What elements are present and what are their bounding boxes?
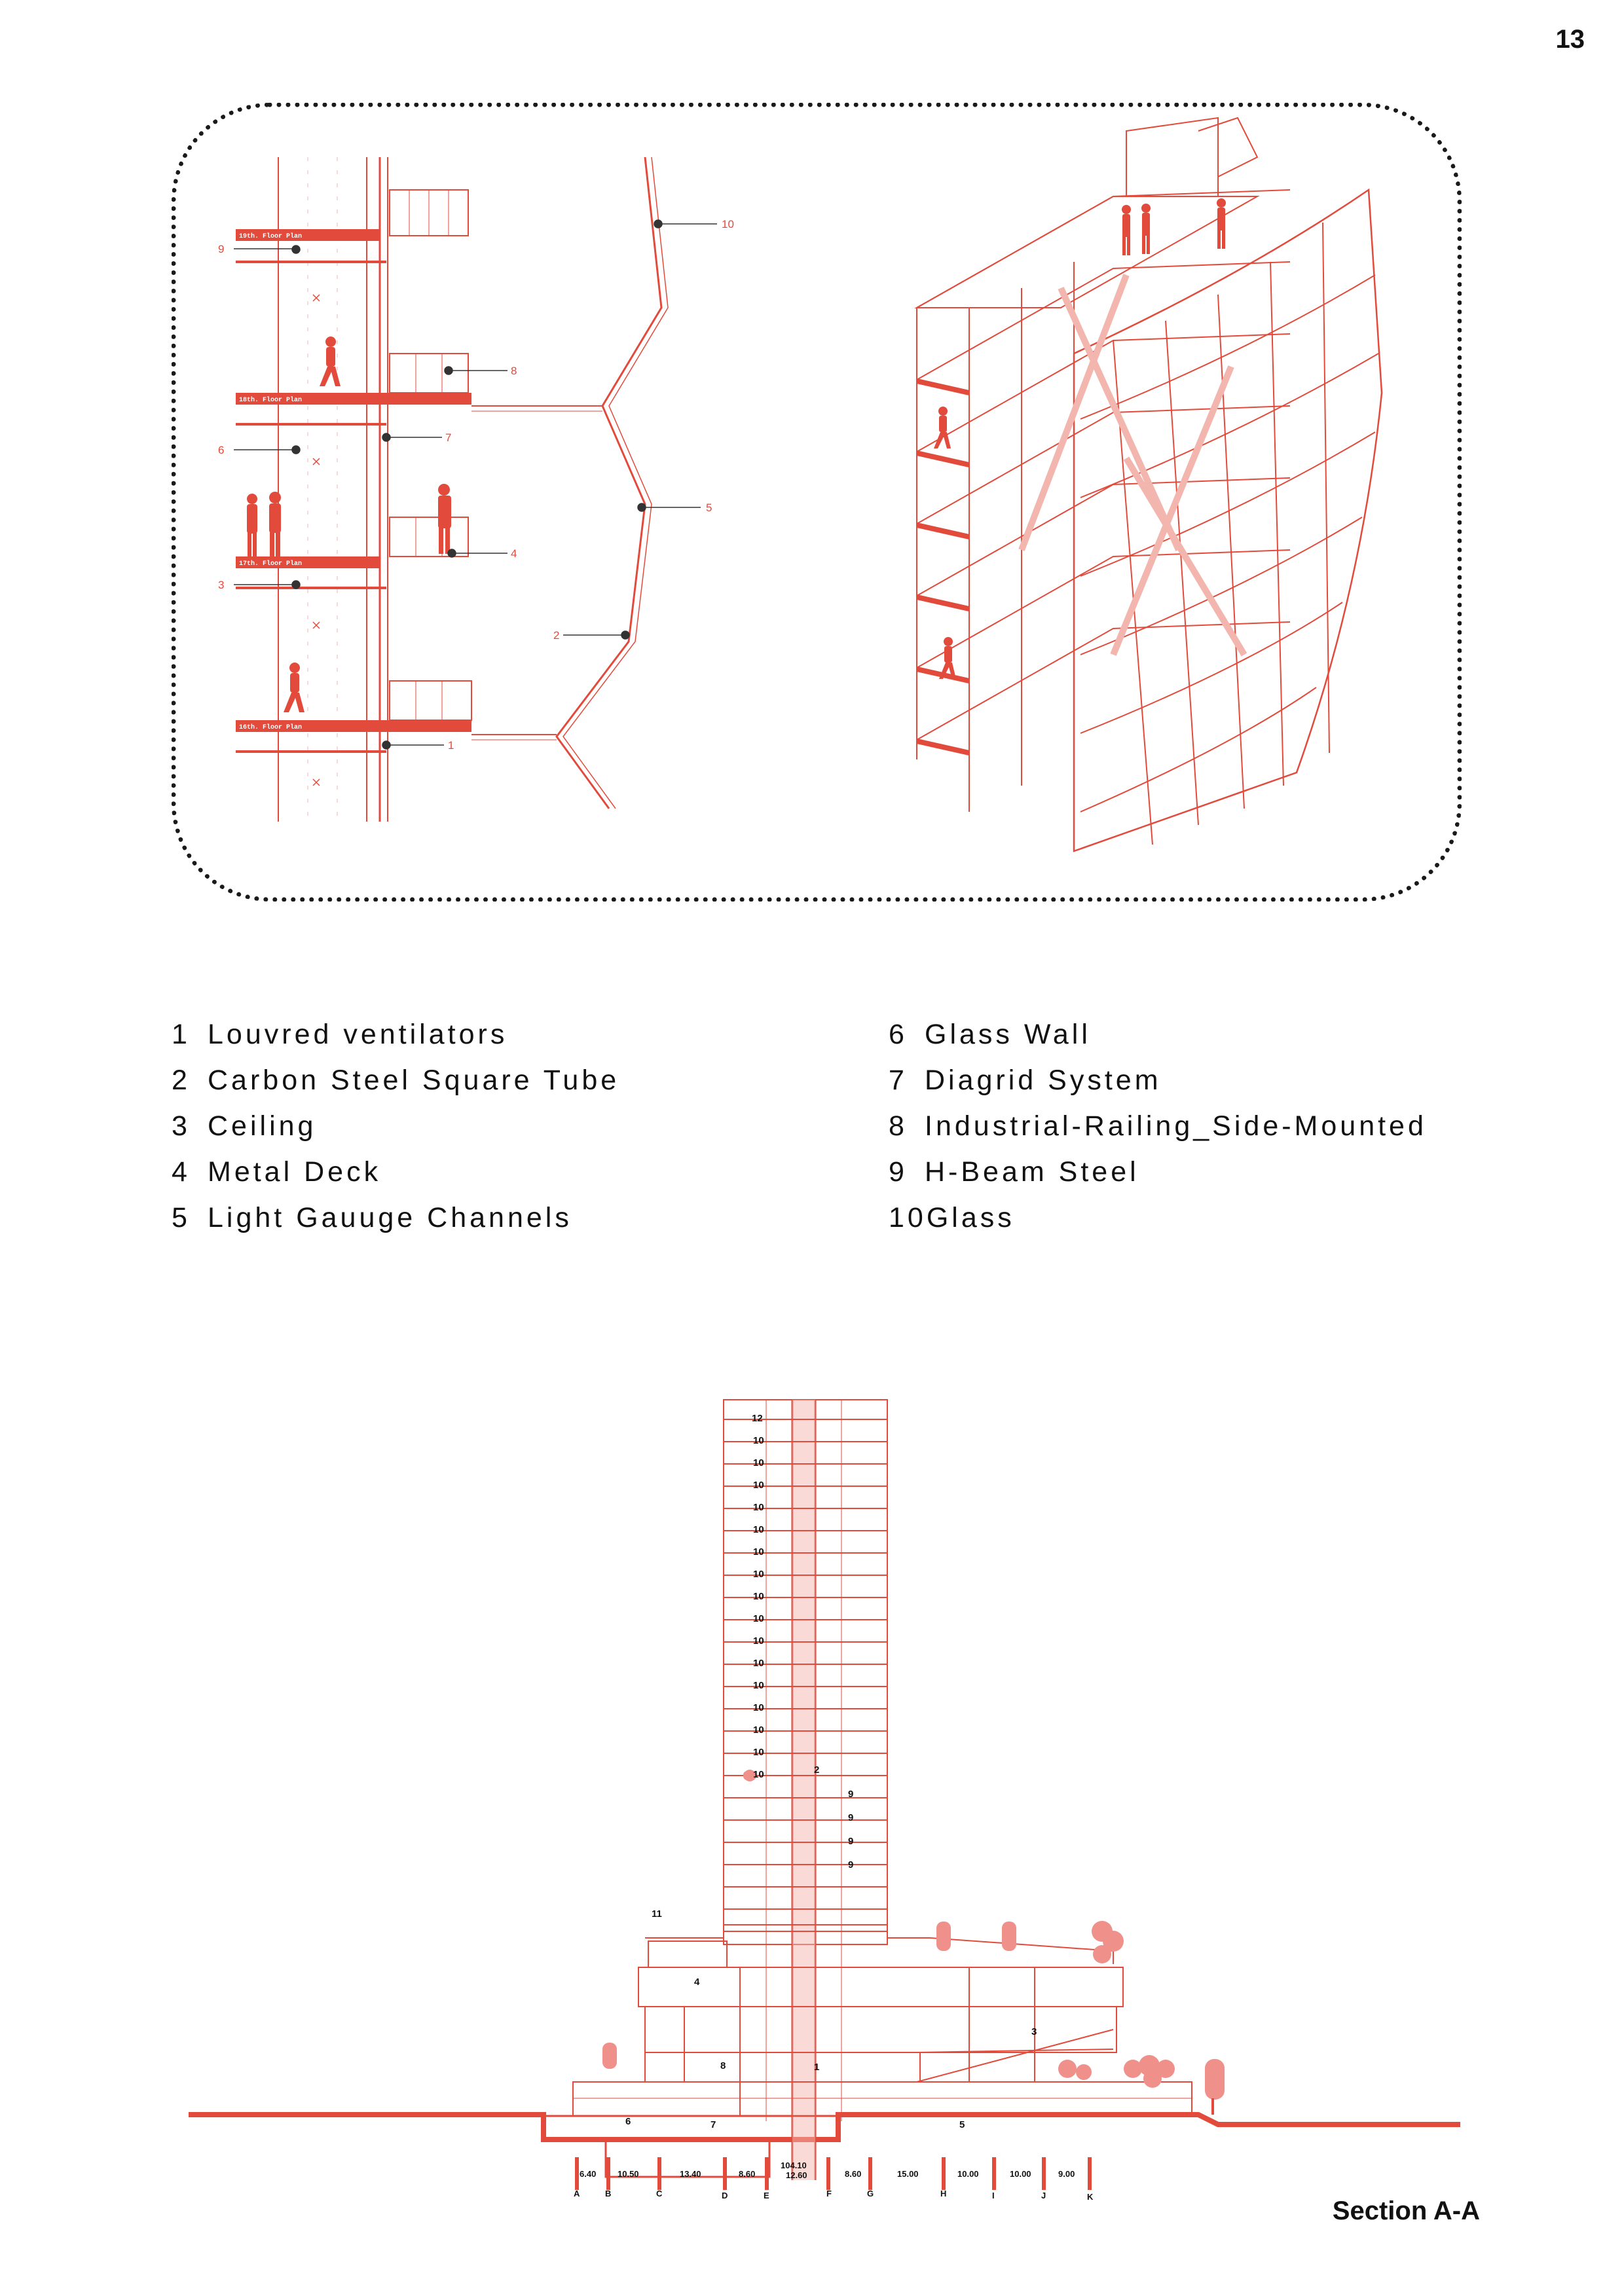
svg-text:10: 10 xyxy=(753,1658,764,1669)
svg-text:8.60: 8.60 xyxy=(845,2169,862,2179)
svg-text:E: E xyxy=(764,2191,769,2200)
svg-text:10: 10 xyxy=(753,1457,764,1468)
svg-text:10: 10 xyxy=(753,1702,764,1713)
floor-tag-16: 16th. Floor Plan xyxy=(239,724,303,731)
legend-item: 7 Diagrid System xyxy=(889,1065,1162,1096)
svg-text:4: 4 xyxy=(694,1977,700,1988)
svg-text:8: 8 xyxy=(720,2060,726,2071)
legend-item: 1 Louvred ventilators xyxy=(172,1019,508,1050)
legend-item: 10Glass xyxy=(889,1202,1015,1233)
floor-tag-18: 18th. Floor Plan xyxy=(239,397,303,404)
legend-item: 9 H-Beam Steel xyxy=(889,1156,1139,1188)
svg-text:10.50: 10.50 xyxy=(618,2169,639,2179)
svg-text:F: F xyxy=(826,2189,832,2198)
svg-text:I: I xyxy=(992,2191,995,2200)
svg-text:9: 9 xyxy=(848,1859,854,1870)
floor-tag-19: 19th. Floor Plan xyxy=(239,233,303,240)
callout-leaders xyxy=(234,220,717,749)
svg-text:104.10: 104.10 xyxy=(781,2160,807,2170)
svg-text:10: 10 xyxy=(753,1502,764,1513)
svg-text:10: 10 xyxy=(753,1769,764,1780)
svg-text:2: 2 xyxy=(814,1764,820,1776)
svg-text:G: G xyxy=(867,2189,874,2198)
floor-tag-17: 17th. Floor Plan xyxy=(239,560,303,568)
callout-6: 6 xyxy=(218,444,225,456)
svg-text:H: H xyxy=(940,2189,947,2198)
legend-left xyxy=(172,1011,619,1241)
svg-text:6: 6 xyxy=(625,2116,631,2127)
svg-text:10: 10 xyxy=(753,1724,764,1736)
svg-text:1: 1 xyxy=(814,2062,820,2073)
callout-7: 7 xyxy=(445,431,452,444)
svg-text:10: 10 xyxy=(753,1546,764,1558)
svg-text:10: 10 xyxy=(753,1680,764,1691)
svg-text:9: 9 xyxy=(848,1836,854,1847)
detail-section xyxy=(236,157,668,822)
callout-1: 1 xyxy=(448,739,454,752)
legend-item: 4 Metal Deck xyxy=(172,1156,382,1188)
grid-dimension-labels xyxy=(574,2160,1094,2202)
svg-text:9: 9 xyxy=(848,1789,854,1800)
callout-8: 8 xyxy=(511,365,517,377)
svg-text:9.00: 9.00 xyxy=(1058,2169,1075,2179)
svg-text:10: 10 xyxy=(753,1635,764,1647)
svg-text:A: A xyxy=(574,2189,580,2198)
svg-text:10: 10 xyxy=(753,1747,764,1758)
section-a-a-drawing xyxy=(189,1400,1460,2190)
svg-text:9: 9 xyxy=(848,1812,854,1823)
svg-text:D: D xyxy=(722,2191,728,2200)
tree-icon xyxy=(602,1770,1225,2115)
svg-text:8.60: 8.60 xyxy=(739,2169,756,2179)
svg-text:K: K xyxy=(1087,2192,1094,2202)
callout-3: 3 xyxy=(218,579,225,591)
svg-text:3: 3 xyxy=(1031,2026,1037,2037)
svg-text:10: 10 xyxy=(753,1524,764,1535)
svg-text:11: 11 xyxy=(652,1908,662,1920)
callout-4: 4 xyxy=(511,547,517,560)
svg-text:12.60: 12.60 xyxy=(786,2170,807,2180)
callout-5: 5 xyxy=(706,501,712,514)
svg-text:15.00: 15.00 xyxy=(897,2169,919,2179)
legend-item: 5 Light Gauuge Channels xyxy=(172,1202,572,1233)
svg-text:10: 10 xyxy=(753,1613,764,1624)
svg-text:10: 10 xyxy=(753,1480,764,1491)
legend-right xyxy=(889,1011,1427,1241)
legend-item: 2 Carbon Steel Square Tube xyxy=(172,1065,620,1096)
svg-text:6.40: 6.40 xyxy=(580,2169,597,2179)
axon-people-icon xyxy=(934,198,1226,679)
svg-text:10.00: 10.00 xyxy=(1010,2169,1031,2179)
svg-text:J: J xyxy=(1041,2191,1046,2200)
section-labels xyxy=(625,1413,1037,2130)
svg-text:7: 7 xyxy=(710,2119,716,2130)
svg-text:13.40: 13.40 xyxy=(680,2169,701,2179)
svg-text:5: 5 xyxy=(959,2119,965,2130)
floor-plan-tags xyxy=(239,232,302,731)
callout-10: 10 xyxy=(722,218,734,230)
svg-text:B: B xyxy=(605,2189,612,2198)
svg-text:10: 10 xyxy=(753,1591,764,1602)
svg-text:10: 10 xyxy=(753,1569,764,1580)
legend-item: 6 Glass Wall xyxy=(889,1019,1091,1050)
callout-2: 2 xyxy=(553,629,560,642)
svg-text:12: 12 xyxy=(752,1413,763,1424)
section-title: Section A-A xyxy=(1332,2196,1480,2225)
legend-item: 8 Industrial-Railing_Side-Mounted xyxy=(889,1110,1427,1142)
svg-text:10: 10 xyxy=(753,1435,764,1446)
callout-9: 9 xyxy=(218,243,225,255)
legend-item: 3 Ceiling xyxy=(172,1110,317,1142)
svg-text:10.00: 10.00 xyxy=(957,2169,979,2179)
page-number: 13 xyxy=(1555,25,1585,54)
svg-text:C: C xyxy=(656,2189,663,2198)
